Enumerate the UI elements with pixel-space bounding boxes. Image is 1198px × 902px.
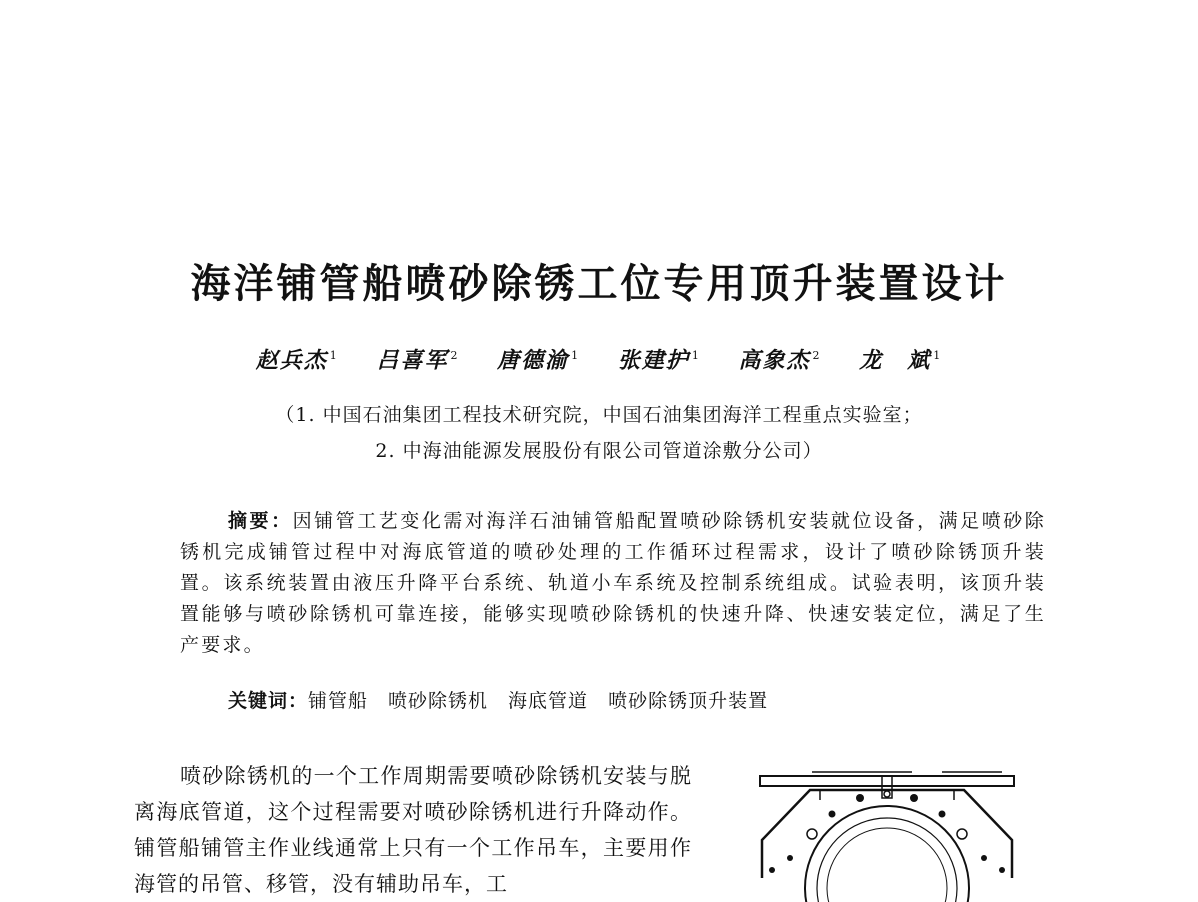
author-name: 赵兵杰 — [255, 347, 328, 374]
author-name: 龙 斌 — [859, 347, 932, 374]
author-name: 张建护 — [617, 347, 690, 374]
author-affiliation-mark: 1 — [329, 349, 339, 362]
affiliation-line-1: （1. 中国石油集团工程技术研究院，中国石油集团海洋工程重点实验室； — [275, 404, 923, 426]
keywords — [228, 686, 1048, 717]
affiliation-line-2: 2. 中海油能源发展股份有限公司管道涂敷分公司） — [375, 440, 823, 462]
author-affiliation-mark: 2 — [450, 349, 460, 362]
author-list — [0, 338, 1198, 378]
machine-drawing-icon — [752, 770, 1022, 878]
keywords-label: 关键词： — [228, 690, 309, 712]
author — [739, 338, 822, 378]
keyword: 喷砂除锈顶升装置 — [608, 690, 769, 712]
author-name: 吕喜军 — [376, 347, 449, 374]
author-affiliation-mark: 1 — [933, 349, 943, 362]
abstract-label: 摘要： — [228, 510, 293, 532]
author-affiliation-mark: 1 — [691, 349, 701, 362]
author-affiliation-mark: 2 — [812, 349, 822, 362]
keyword: 喷砂除锈机 — [388, 690, 489, 712]
paper-title: 海洋铺管船喷砂除锈工位专用顶升装置设计 — [190, 261, 1008, 307]
author-affiliation-mark: 1 — [571, 349, 581, 362]
author — [376, 338, 459, 378]
body-paragraph: 喷砂除锈机的一个工作周期需要喷砂除锈机安装与脱离海底管道，这个过程需要对喷砂除锈机进行升降动作。铺管船铺管主作业线通常上只有一个工作吊车，主要用作海管的吊管、移管，没有辅助吊车，工 — [134, 764, 692, 896]
author-name: 唐德渝 — [497, 347, 570, 374]
author — [859, 338, 942, 378]
abstract — [180, 506, 1046, 661]
author — [497, 338, 580, 378]
keyword: 海底管道 — [508, 690, 589, 712]
author — [618, 338, 701, 378]
author — [256, 338, 339, 378]
keyword: 铺管船 — [308, 690, 369, 712]
abstract-text: 因铺管工艺变化需对海洋石油铺管船配置喷砂除锈机安装就位设备，满足喷砂除锈机完成铺管过程中对海底管道的喷砂处理的工作循环过程需求，设计了喷砂除锈顶升装置。该系统装置由液压升降平台系统、轨道小车系统及控制系统组成。试验表明，该顶升装置能够与喷砂除锈机可靠连接，能够实现喷砂除锈机的快速升降、快速安装定位，满足了生产要求。 — [180, 510, 1046, 656]
author-name: 高象杰 — [738, 347, 811, 374]
